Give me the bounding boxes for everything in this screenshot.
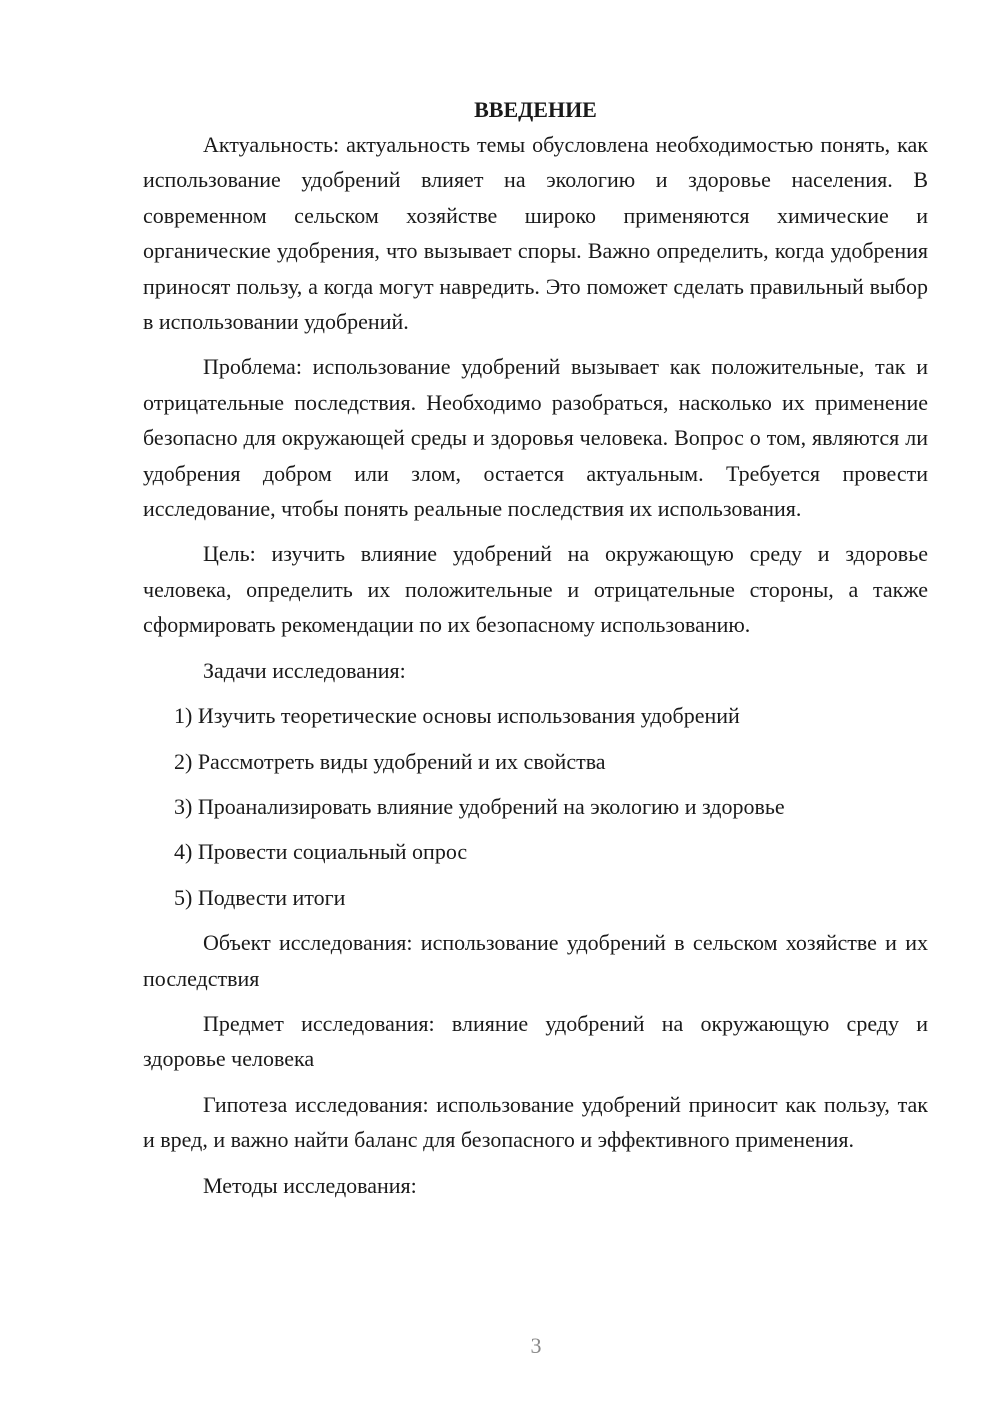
relevance-paragraph: Актуальность: актуальность темы обусловлена необходимостью понять, как использование удобрений влияет на экологию и здоровье населения. В современном сельском хозяйстве широко применяются химические и органические удобрения, что вызывает споры. Важно определить, когда удобрения приносят пользу, а когда могут навредить. Это поможет сделать правильный выбор в использовании удобрений. xyxy=(143,132,928,335)
list-item: 3) Проанализировать влияние удобрений на экологию и здоровье xyxy=(174,793,785,819)
object-paragraph: Объект исследования: использование удобрений в сельском хозяйстве и их последствия xyxy=(143,930,928,991)
hypothesis-paragraph: Гипотеза исследования: использование удобрений приносит как пользу, так и вред, и важно найти баланс для безопасного и эффективного применения. xyxy=(143,1091,928,1153)
page-title: ВВЕДЕНИЕ xyxy=(474,97,597,122)
problem-paragraph: Проблема: использование удобрений вызывает как положительные, так и отрицательные последствия. Необходимо разобраться, насколько их применение безопасно для окружающей среды и здоровья человека. Вопрос о том, являются ли удобрения добром или злом, остается актуальным. Требуется провести исследование, чтобы понять реальные последствия их использования. xyxy=(143,354,928,522)
list-item: 5) Подвести итоги xyxy=(174,884,346,910)
methods-heading: Методы исследования: xyxy=(203,1172,417,1198)
subject-paragraph: Предмет исследования: влияние удобрений на окружающую среду и здоровье человека xyxy=(143,1010,928,1072)
goal-paragraph: Цель: изучить влияние удобрений на окружающую среду и здоровье человека, определить их положительные и отрицательные стороны, а также сформировать рекомендации по их безопасному использованию. xyxy=(143,541,928,638)
page-number: 3 xyxy=(530,1333,542,1358)
list-item: 2) Рассмотреть виды удобрений и их свойства xyxy=(174,748,606,774)
tasks-heading: Задачи исследования: xyxy=(203,657,406,683)
list-item: 4) Провести социальный опрос xyxy=(174,839,468,865)
list-item: 1) Изучить теоретические основы использования удобрений xyxy=(174,703,740,729)
page-content xyxy=(143,92,928,1213)
